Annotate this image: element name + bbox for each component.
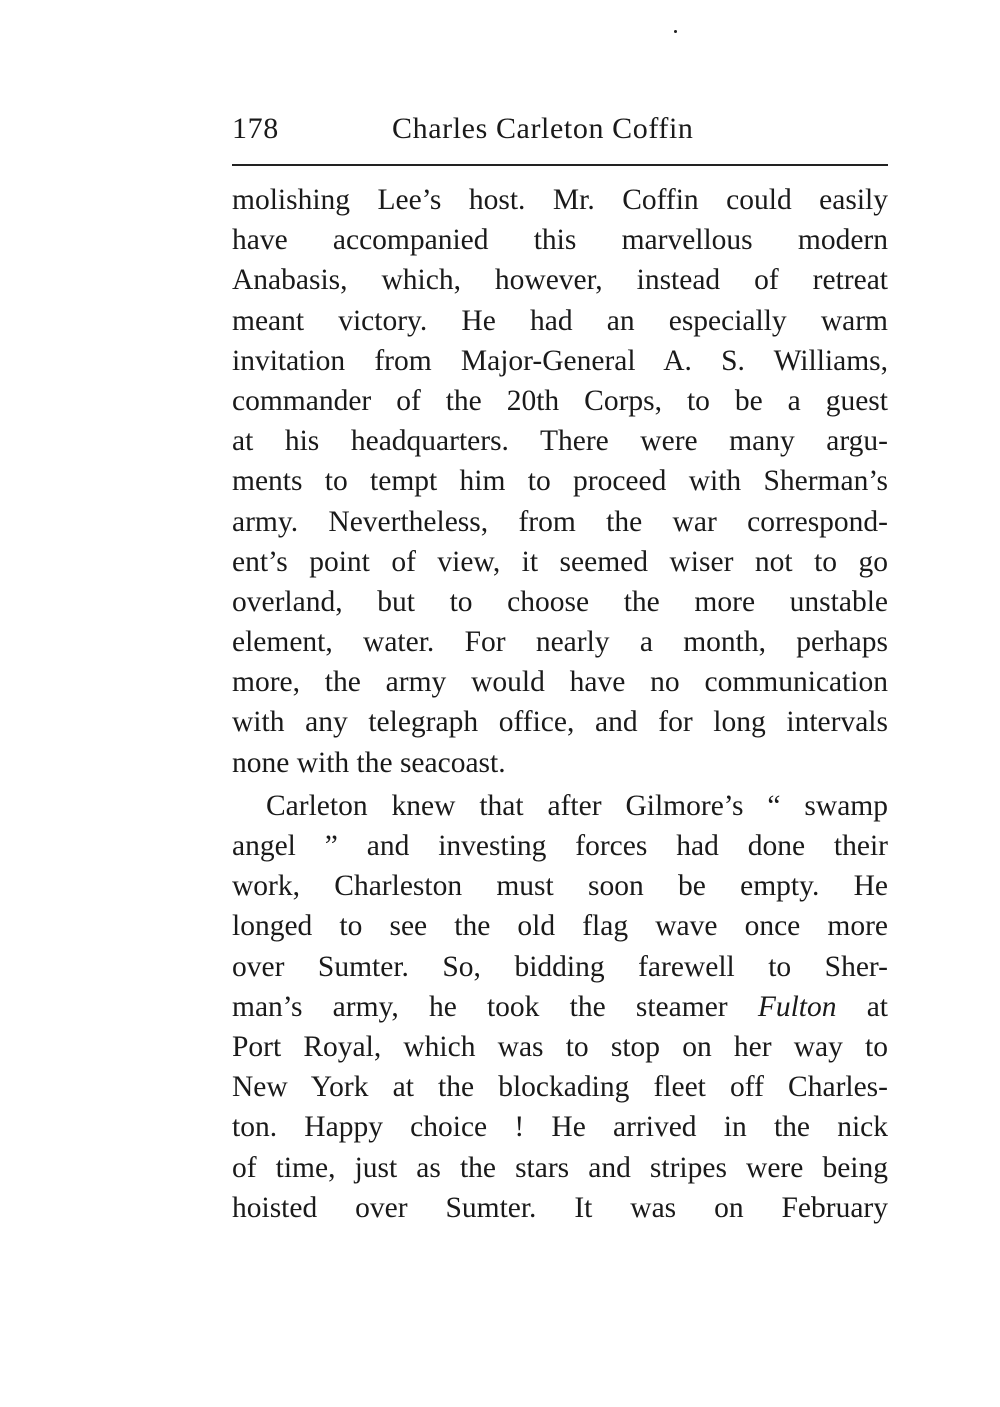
text-line: element, water. For nearly a month, perhaps — [232, 626, 888, 659]
header-rule — [232, 164, 888, 166]
text-line: hoisted over Sumter. It was on February — [232, 1191, 888, 1224]
text-line: meant victory. He had an especially warm — [232, 304, 888, 337]
text-fragment: at — [866, 990, 888, 1023]
text-line: work, Charleston must soon be empty. He — [232, 870, 888, 903]
running-title: Charles Carleton Coffin — [392, 112, 694, 145]
text-line: of time, just as the stars and stripes were being — [232, 1151, 888, 1184]
text-line: army. Nevertheless, from the war correspond- — [232, 505, 888, 538]
text-line: ton. Happy choice ! He arrived in the nick — [232, 1111, 888, 1144]
text-line: none with the seacoast. — [232, 746, 506, 779]
ink-speck — [674, 30, 677, 33]
text-line: New York at the blockading fleet off Charles- — [232, 1071, 888, 1104]
running-head — [232, 112, 888, 152]
page-number: 178 — [232, 112, 279, 145]
text-line: angel ” and investing forces had done their — [232, 830, 888, 862]
text-line: ent’s point of view, it seemed wiser not to go — [232, 545, 888, 578]
text-line-with-ship — [232, 987, 888, 1027]
text-line: molishing Lee’s host. Mr. Coffin could easily — [232, 184, 888, 216]
body-text — [232, 180, 888, 1228]
text-line: have accompanied this marvellous modern — [232, 224, 888, 257]
text-line: invitation from Major-General A. S. Williams, — [232, 344, 888, 377]
text-line: Port Royal, which was to stop on her way to — [232, 1030, 888, 1063]
text-line: overland, but to choose the more unstable — [232, 585, 888, 618]
text-line: with any telegraph office, and for long intervals — [232, 706, 888, 739]
text-line: at his headquarters. There were many argu- — [232, 425, 888, 458]
text-line: Carleton knew that after Gilmore’s “ swamp — [266, 789, 888, 822]
text-line: ments to tempt him to proceed with Sherman’s — [232, 465, 888, 498]
text-fragment: man’s army, he took the steamer — [232, 990, 728, 1023]
text-line: longed to see the old flag wave once more — [232, 910, 888, 943]
text-line: commander of the 20th Corps, to be a guest — [232, 384, 888, 417]
text-line: more, the army would have no communication — [232, 666, 888, 699]
text-line: Anabasis, which, however, instead of retreat — [232, 264, 888, 297]
text-line: over Sumter. So, bidding farewell to Sher- — [232, 950, 888, 983]
ship-name: Fulton — [757, 990, 837, 1023]
